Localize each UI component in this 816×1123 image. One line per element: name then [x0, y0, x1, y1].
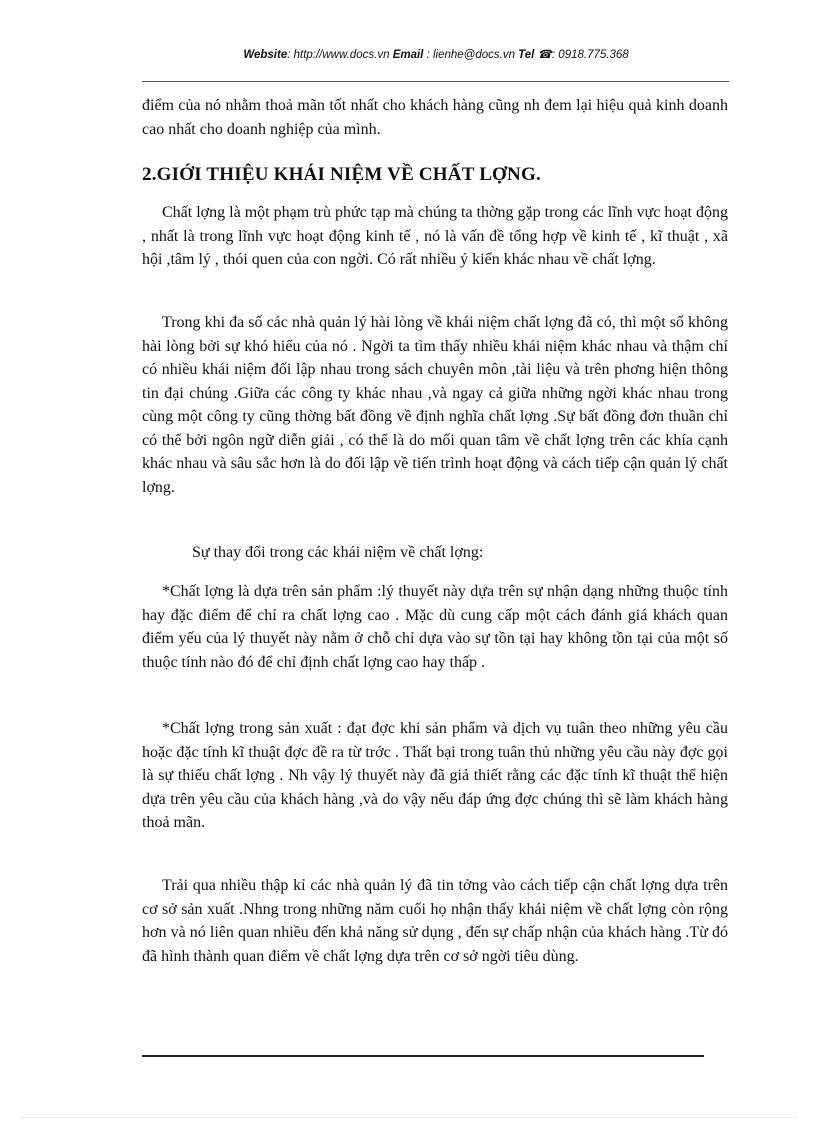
paragraph-intro: điểm của nó nhằm thoả mãn tốt nhất cho khách hàng cũng nh đem lại hiệu quả kinh doanh cao nhất cho doanh nghiệp của mình.	[142, 97, 728, 138]
paragraph-manufacturing-based: *Chất lợng trong sản xuất : đạt đợc khi sản phẩm và dịch vụ tuân theo những yêu cầu hoặc đặc tính kĩ thuật đợc đề ra từ trớc . Thất bại trong tuân thủ những yêu cầu này đợc gọi là sự thiếu chất lợng . Nh vậy lý thuyết này đã giả thiết rằng các đặc tính kĩ thuật thể hiện dựa trên yêu cầu của khách hàng ,và do vậy nếu đáp ứng đợc chúng thì sẽ làm khách hàng thoả mãn.	[142, 720, 728, 831]
paragraph-disagreement: Trong khi đa số các nhà quản lý hài lòng về khái niệm chất lợng đã có, thì một số không hài lòng bởi sự khó hiểu của nó . Ngời ta tìm thấy nhiều khái niệm khác nhau và thậm chí có nhiều khái niệm đối lập nhau trong sách chuyên môn ,tài liệu và trên phơng hiện thông tin đại chúng .Giữa các công ty khác nhau ,và ngay cả giữa những ngời khác nhau trong cùng một công ty cũng thờng bất đồng về định nghĩa chất lợng .Sự bất đồng đơn thuần chỉ có thể bởi ngôn ngữ diễn giải , có thể là do mối quan tâm về chất lợng trên các khía cạnh khác nhau và sâu sắc hơn là do đối lập về tiến trình hoạt động và cách tiếp cận quản lý chất lợng.	[142, 314, 728, 496]
website-label: Website	[243, 49, 288, 61]
section-heading: 2.GIỚI THIỆU KHÁI NIỆM VỀ CHẤT LỢNG.	[142, 164, 541, 185]
website-value: : http://www.docs.vn	[287, 49, 390, 61]
page-edge-dotted-line	[20, 1117, 796, 1118]
paragraph-changes-title: Sự thay đổi trong các khái niệm về chất lợng:	[192, 544, 484, 561]
paragraph-product-based: *Chất lợng là dựa trên sản phẩm :lý thuyết này dựa trên sự nhận dạng những thuộc tính hay đặc điểm để chỉ ra chất lợng cao . Mặc dù cung cấp một cách đánh giá khách quan điểm yếu của lý thuyết này nằm ở chỗ chỉ dựa vào sự tồn tại hay không tồn tại của một số thuộc tính nào đó để chỉ định chất lợng cao hay thấp .	[142, 583, 728, 671]
tel-value: : 0918.775.368	[551, 49, 629, 61]
email-value: : lienhe@docs.vn	[426, 49, 515, 61]
page-header	[145, 47, 727, 61]
footer-divider	[142, 1055, 704, 1057]
phone-icon: ☎	[537, 49, 552, 61]
tel-label: Tel	[518, 49, 535, 61]
paragraph-definition: Chất lợng là một phạm trù phức tạp mà chúng ta thờng gặp trong các lĩnh vực hoạt động , nhất là trong lĩnh vực hoạt động kinh tế , nó là vấn đề tổng hợp về kinh tế , kĩ thuật , xã hội ,tâm lý , thói quen của con ngời. Có rất nhiều ý kiến khác nhau về chất lợng.	[142, 204, 728, 268]
email-label: Email	[392, 49, 424, 61]
paragraph-consumer-based: Trải qua nhiều thập kỉ các nhà quản lý đã tin tởng vào cách tiếp cận chất lợng dựa trên cơ sở sản xuất .Nhng trong những năm cuối họ nhận thấy khái niệm về chất lợng còn rộng hơn và nó liên quan nhiều đến khả năng sử dụng , đến sự chấp nhận của khách hàng .Từ đó đã hình thành quan điểm về chất lợng dựa trên cơ sở ngời tiêu dùng.	[142, 877, 728, 965]
header-divider	[142, 81, 729, 82]
